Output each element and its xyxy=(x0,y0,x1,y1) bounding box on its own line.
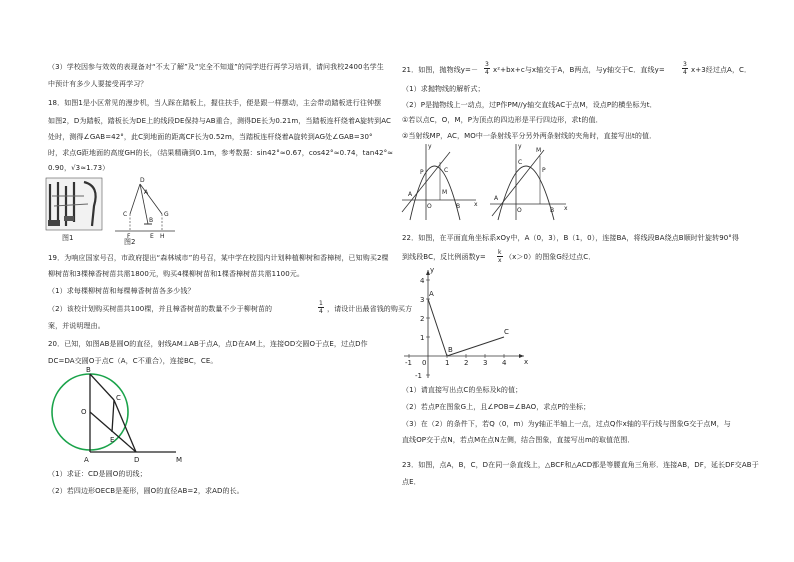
q22-ytick-3: 3 xyxy=(420,296,425,304)
q19-line-3: （1）求每棵柳树苗和每棵樟香树苗各多少钱？ xyxy=(48,287,195,295)
q22-xtick-neg1: -1 xyxy=(405,359,412,367)
q18-fig1-label: 图1 xyxy=(62,234,74,242)
q20-point-o: O xyxy=(81,408,87,416)
q21-g1-c: C xyxy=(444,167,449,174)
q21-line-1c: x+3经过点A，C． xyxy=(691,66,752,74)
q18-line-2: 如图2，D为踏板，踏板长为DE上的线段DE保持与AB重合，测得DE长为0.21m，当踏板连杆绕着A旋转到AC xyxy=(48,117,392,125)
q22-sub-2: （2）若点P在图象G上，且∠POB=∠BAO，求点P的坐标； xyxy=(402,403,591,411)
q21-g2-b: B xyxy=(550,207,555,214)
q22-sub-3a: （3）在（2）的条件下，若Q（0，m）为y轴正半轴上一点，过点Q作x轴的平行线与图象G交于点M，与 xyxy=(402,420,731,428)
q22-point-c: C xyxy=(504,328,509,336)
q22-frac-num: k xyxy=(498,249,502,256)
q20-figure xyxy=(48,366,188,464)
q19-line-4a: （2）该校计划购买树苗共100棵，并且樟香树苗的数量不少于柳树苗的 xyxy=(48,305,273,313)
q21-graph-2 xyxy=(488,142,570,222)
q21-frac2-den: 4 xyxy=(683,69,687,76)
q22-ytick-neg1: -1 xyxy=(415,372,422,380)
q20-sub-2: （2）若四边形OECB是菱形，圆O的直径AB=2，求AD的长。 xyxy=(48,487,244,495)
q3-line-1: （3）学校因参与效效的表现备对“不太了解”及“完全不知道”的同学进行再学习培训，请问我校2400名学生 xyxy=(48,63,384,71)
q18-fig2-point-h: H xyxy=(160,233,165,240)
q22-line-2a: 到线段BC，反比例函数y= xyxy=(402,253,486,261)
q21-g2-a: A xyxy=(494,195,499,202)
q21-g1-o: O xyxy=(427,203,432,210)
q22-xtick-3: 3 xyxy=(483,359,488,367)
q22-sub-1: （1）请直接写出点C的坐标及k的值； xyxy=(402,386,523,394)
q18-fig2-point-d: D xyxy=(140,177,145,184)
q21-g2-c: C xyxy=(518,159,523,166)
q21-g1-b: B xyxy=(456,203,461,210)
q20-point-b: B xyxy=(86,366,91,374)
q22-x-label: x xyxy=(524,358,529,366)
q3-line-2: 中预计有多少人要接受再学习？ xyxy=(48,80,148,88)
q20-point-d: D xyxy=(134,456,140,464)
q22-fraction xyxy=(497,249,503,264)
q19-frac-num: 1 xyxy=(319,300,323,307)
q21-g1-y: y xyxy=(428,143,432,150)
q20-point-e: E xyxy=(110,436,115,444)
q22-line-1: 22．如图，在平面直角坐标系xOy中，A（0，3），B（1，0），连接BA，将线段BA绕点B顺时针旋转90°得 xyxy=(402,234,739,242)
q18-figure-1 xyxy=(44,176,104,244)
q20-line-1: 20．已知，如图AB是圆O的直径，射线AM⊥AB于点A，点D在AM上，连接OD交圆O于点E，过点D作 xyxy=(48,340,368,348)
q22-point-b: B xyxy=(448,346,453,354)
q20-line-2: DC=DA交圆O于点C（A，C不重合），连接BC，CE。 xyxy=(48,357,218,365)
q21-g2-m: M xyxy=(536,147,542,154)
q21-g2-p: P xyxy=(542,167,546,174)
q22-line-2b: （x＞0）的图象G经过点C． xyxy=(505,253,596,261)
q22-ytick-1: 1 xyxy=(420,334,425,342)
q19-line-2: 柳树苗和3棵樟香树苗共需1800元，购买4棵柳树苗和1棵香樟树苗共需1100元。 xyxy=(48,270,304,278)
q22-sub-3b: 直线OP交于点N，若点M在点N左侧，结合图象，直接写出m的取值范围． xyxy=(402,436,635,444)
q21-g1-a: A xyxy=(408,191,413,198)
q21-line-1a: 21．如图，抛物线y=－ xyxy=(402,66,479,74)
q21-sub-2a: ①若以点C，O，M，P为顶点的四边形是平行四边形，求t的值． xyxy=(402,116,603,124)
q21-frac2-num: 3 xyxy=(683,61,687,68)
q21-frac1-den: 4 xyxy=(485,69,489,76)
q18-fig2-label: 图2 xyxy=(124,238,136,246)
q21-g1-x: x xyxy=(474,201,478,208)
q21-g2-o: O xyxy=(517,207,522,214)
q22-graph xyxy=(402,264,532,380)
q22-xtick-0: 0 xyxy=(422,359,427,367)
q23-line-2: 点E． xyxy=(402,478,421,486)
q18-line-4: 时，求点G距地面的高度GH的长，（结果精确到0.1m，参考数据：sin42°≈0.67，cos42°≈0.74，tan42°≈ xyxy=(48,149,394,157)
q20-point-m: M xyxy=(176,456,183,464)
q18-fig2-point-g: G xyxy=(164,211,169,218)
q21-frac1-num: 3 xyxy=(485,61,489,68)
q22-frac-den: x xyxy=(497,257,502,264)
q21-g1-p: P xyxy=(420,169,424,176)
q19-line-4b: ，请设计出最省钱的购买方 xyxy=(327,305,413,313)
q21-g2-x: x xyxy=(564,205,568,212)
q18-line-3: 处时，测得∠GAB=42°，此C到地面的距离CF长为0.52m，当踏板连杆绕着A旋转到AG处∠GAB=30° xyxy=(48,133,373,141)
q18-fig2-point-c: C xyxy=(123,211,128,218)
q19-line-1: 19．为响应国家号召，市政府提出“森林城市”的号召，某中学在校园内计划种植柳树和香樟树，已知购买2棵 xyxy=(48,254,389,262)
q21-g2-y: y xyxy=(518,143,522,150)
q21-fraction-1 xyxy=(484,61,490,76)
q18-line-1: 18．如图1是小区常见的漫步机，当人踩在踏板上，握住扶手，便是跟一样摆动，主会带动踏板进行往钟摆 xyxy=(48,99,382,107)
q21-sub-1: （1）求抛物线的解析式； xyxy=(402,85,485,93)
q19-fraction xyxy=(318,300,324,315)
q22-ytick-4: 4 xyxy=(420,277,425,285)
q21-graph-1 xyxy=(400,142,480,222)
q18-fig2-point-e: E xyxy=(150,233,154,240)
q20-sub-1: （1）求证：CD是圆O的切线； xyxy=(48,470,147,478)
q21-fraction-2 xyxy=(682,61,688,76)
q22-xtick-2: 2 xyxy=(464,359,469,367)
q18-fig2-point-b: B xyxy=(149,217,154,224)
q18-figure-2 xyxy=(110,176,180,244)
q19-line-5: 案，并说明理由。 xyxy=(48,322,105,330)
q21-line-1b: x²+bx+c与x轴交于A，B两点，与y轴交于C．直线y= xyxy=(493,66,665,74)
q19-frac-den: 4 xyxy=(319,308,323,315)
q22-xtick-4: 4 xyxy=(502,359,507,367)
q18-line-5: 0.90，√3≈1.73） xyxy=(48,164,110,172)
q20-point-a: A xyxy=(84,456,89,464)
q21-g1-m: M xyxy=(442,189,448,196)
q22-point-a: A xyxy=(429,290,434,298)
q21-sub-2: （2）P是抛物线上一动点，过P作PM//y轴交直线AC于点M，设点P的横坐标为t． xyxy=(402,101,657,109)
q18-fig2-point-a: A xyxy=(144,189,149,196)
q22-ytick-2: 2 xyxy=(420,315,425,323)
q18-fig2-point-f: F xyxy=(127,233,131,240)
q21-sub-2b: ②当射线MP，AC，MO中一条射线平分另外两条射线的夹角时，直接写出t的值． xyxy=(402,132,657,140)
q22-xtick-1: 1 xyxy=(445,359,450,367)
q23-line-1: 23．如图，点A，B，C，D在同一条直线上，△BCF和△ACD都是等腰直角三角形．连接AB，DF，延长DF交AB于 xyxy=(402,461,759,469)
q20-point-c: C xyxy=(116,394,121,402)
q22-y-label: y xyxy=(430,266,435,274)
